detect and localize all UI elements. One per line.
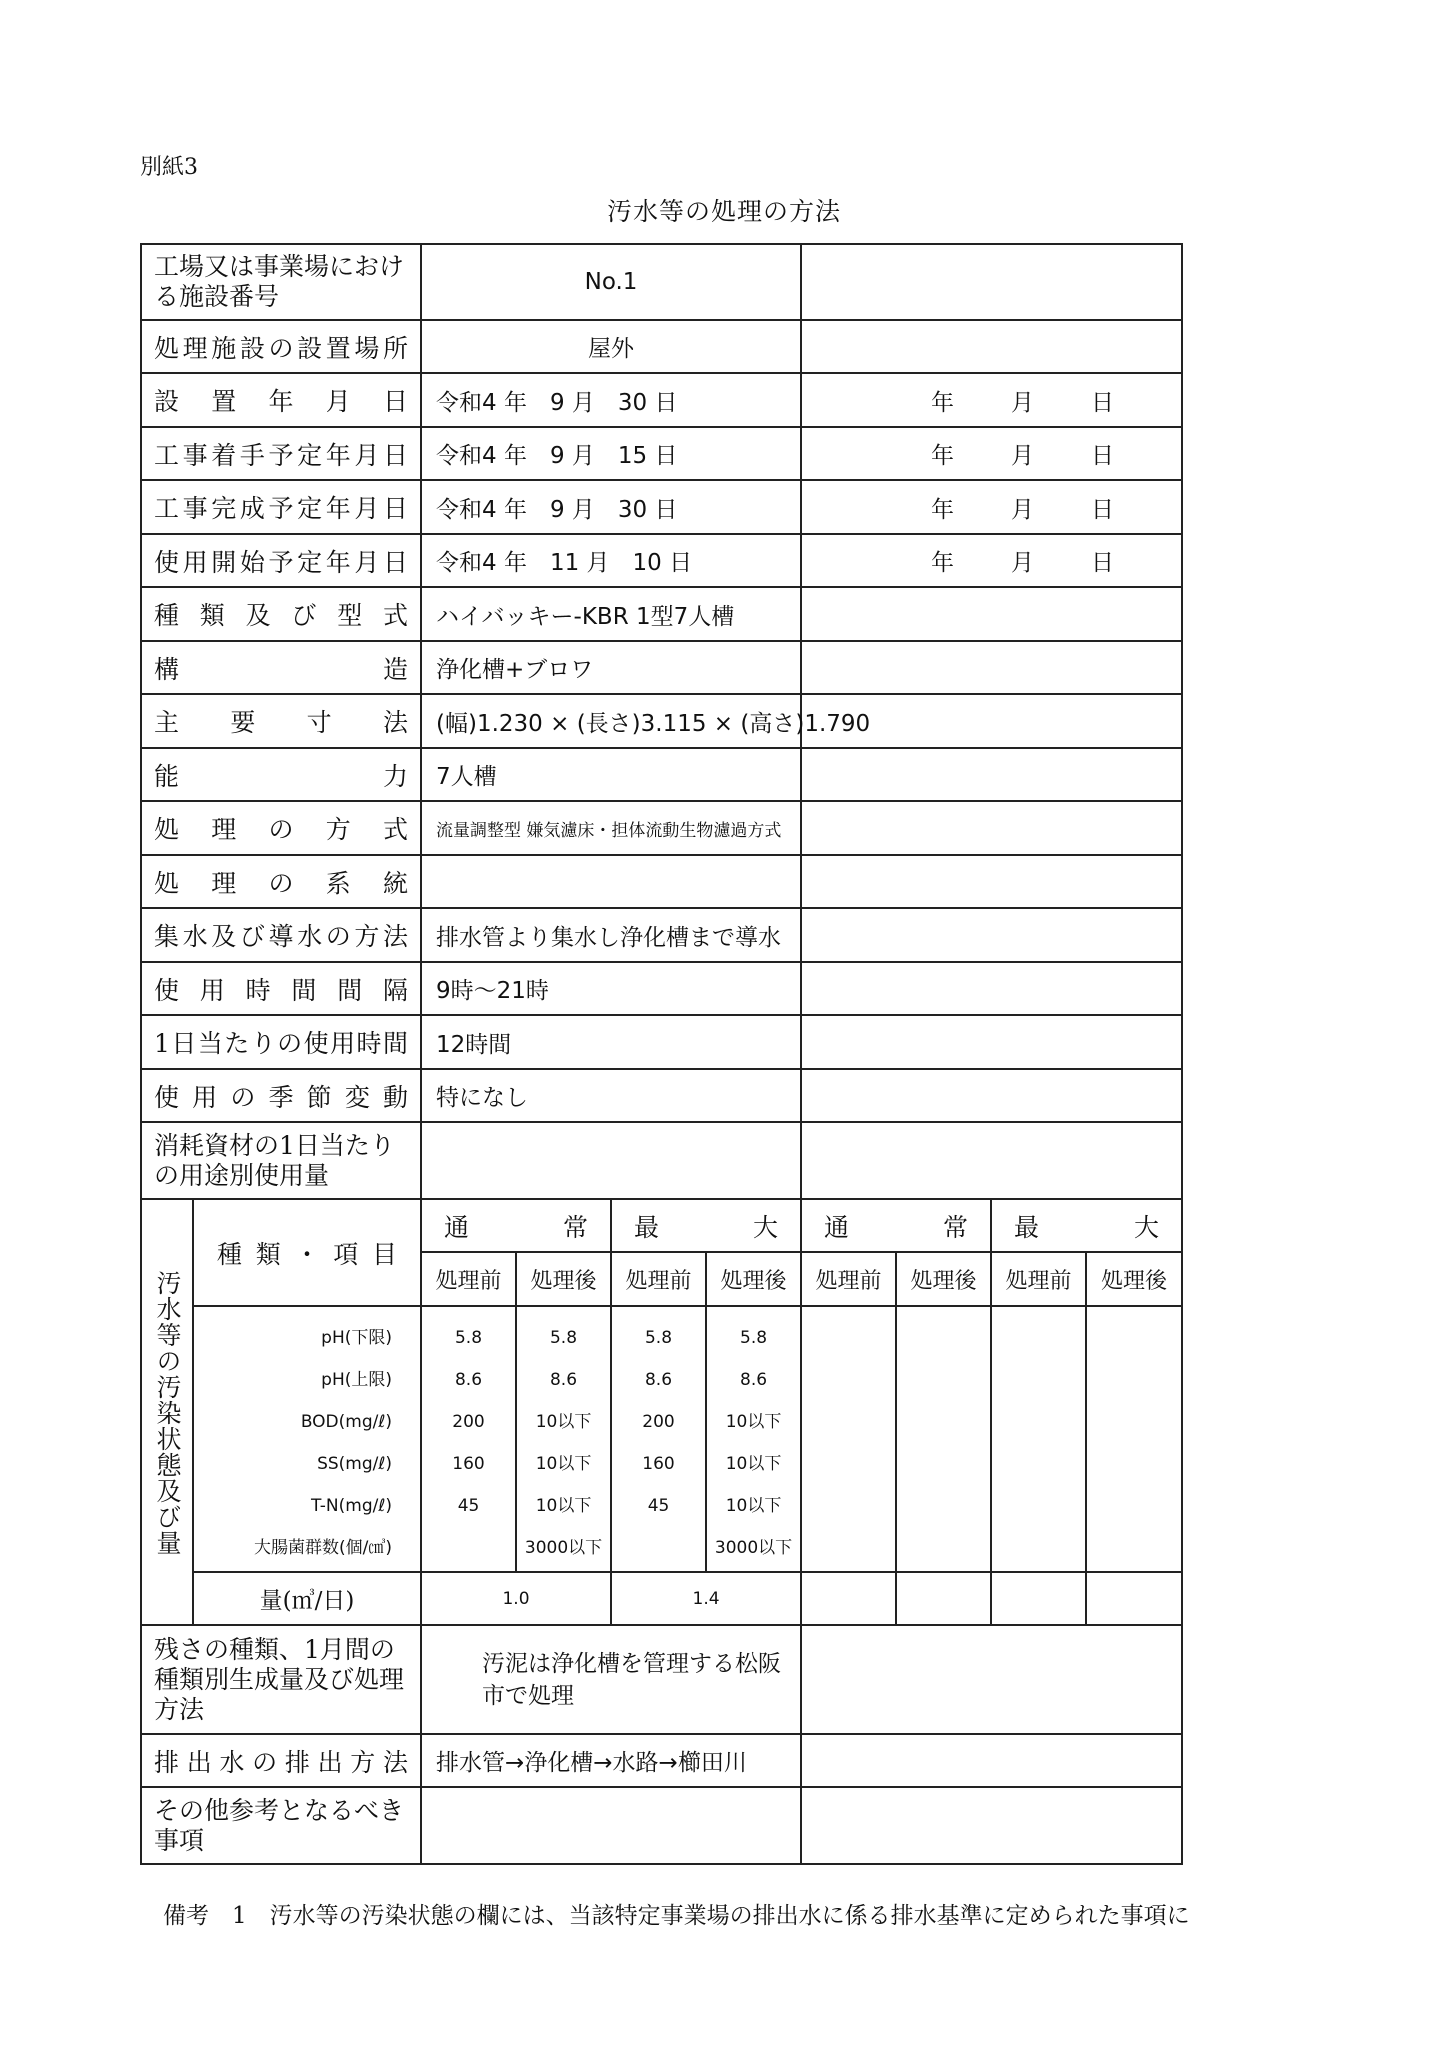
after-header: 処理後	[896, 1252, 991, 1306]
daily-hours-value: 12時間	[421, 1015, 801, 1069]
year-mark: 年	[931, 443, 955, 469]
type-blank	[801, 587, 1182, 641]
facility-no-blank	[801, 244, 1182, 320]
consumables-blank	[801, 1122, 1182, 1199]
pollution-values-row	[141, 1306, 1182, 1572]
type-label: 種類及び型式	[141, 587, 421, 641]
cell: 45	[457, 1496, 480, 1516]
max-label: 最大	[634, 1212, 779, 1242]
before-header: 処理前	[991, 1252, 1086, 1306]
daily-hours-blank	[801, 1015, 1182, 1069]
year-mark: 年	[931, 389, 955, 416]
cell: 10以下	[535, 1412, 592, 1432]
cell: 160	[642, 1454, 675, 1474]
structure-label: 構造	[141, 641, 421, 694]
max-before-column	[611, 1306, 706, 1572]
normal-header	[421, 1199, 611, 1252]
seasonal-blank	[801, 1069, 1182, 1122]
install-date-blank	[801, 373, 1182, 427]
quantity-label: 量(㎥/日)	[193, 1572, 421, 1625]
max-header	[611, 1199, 801, 1252]
install-date-value: 令和4 年 9 月 30 日	[421, 373, 801, 427]
other-blank	[801, 1787, 1182, 1864]
residue-value: 汚泥は浄化槽を管理する松阪市で処理	[421, 1625, 801, 1734]
construction-end-blank	[801, 480, 1182, 534]
cell: 200	[452, 1412, 485, 1432]
cell: 5.8	[644, 1328, 673, 1348]
row-type	[141, 587, 1182, 641]
normal-before-column	[421, 1306, 516, 1572]
other-label: その他参考となるべき事項	[141, 1787, 421, 1864]
facility-no-label: 工場又は事業場における施設番号	[141, 244, 421, 320]
quantity-max-value: 1.4	[611, 1572, 801, 1625]
cell: 160	[452, 1454, 485, 1474]
dimensions-value: (幅)1.230 × (長さ)3.115 × (高さ)1.790	[421, 694, 801, 748]
month-mark: 月	[1011, 496, 1035, 523]
row-method	[141, 801, 1182, 855]
blank-cell	[801, 1306, 896, 1572]
cell: 5.8	[454, 1328, 483, 1348]
month-mark: 月	[1011, 443, 1035, 469]
construction-start-blank	[801, 427, 1182, 480]
max-header-2	[991, 1199, 1182, 1252]
normal-after-column	[516, 1306, 611, 1572]
seasonal-label: 使用の季節変動	[141, 1069, 421, 1122]
cell	[422, 1527, 515, 1569]
max-after-column	[706, 1306, 801, 1572]
month-mark: 月	[1011, 389, 1035, 416]
method-value: 流量調整型 嫌気濾床・担体流動生物濾過方式	[421, 801, 801, 855]
cell: 3000以下	[524, 1538, 603, 1558]
before-header: 処理前	[611, 1252, 706, 1306]
method-blank	[801, 801, 1182, 855]
after-header: 処理後	[706, 1252, 801, 1306]
item-bod: BOD(mg/ℓ)	[300, 1412, 393, 1432]
consumables-label: 消耗資材の1日当たりの用途別使用量	[141, 1122, 421, 1199]
row-consumables	[141, 1122, 1182, 1199]
row-interval	[141, 962, 1182, 1015]
treatment-method-form	[140, 243, 1183, 1865]
daily-hours-label: 1日当たりの使用時間	[141, 1015, 421, 1069]
kind-item-header	[193, 1199, 421, 1306]
construction-start-value: 令和4 年 9 月 15 日	[421, 427, 801, 480]
dimensions-label: 主要寸法	[141, 694, 421, 748]
interval-value: 9時〜21時	[421, 962, 801, 1015]
row-construction-end	[141, 480, 1182, 534]
collection-blank	[801, 908, 1182, 962]
consumables-value	[421, 1122, 801, 1199]
install-date-label: 設置年月日	[141, 373, 421, 427]
structure-value: 浄化槽+ブロワ	[421, 641, 801, 694]
system-value	[421, 855, 801, 908]
discharge-value: 排水管→浄化槽→水路→櫛田川	[421, 1734, 801, 1787]
residue-blank	[801, 1625, 1182, 1734]
row-collection	[141, 908, 1182, 962]
row-other	[141, 1787, 1182, 1864]
blank-cell	[801, 1572, 896, 1625]
use-start-blank	[801, 534, 1182, 587]
interval-blank	[801, 962, 1182, 1015]
remarks-note: 備考 1 汚水等の汚染状態の欄には、当該特定事業場の排出水に係る排水基準に定められた事項に	[163, 1903, 1190, 1929]
cell: 8.6	[549, 1370, 578, 1390]
collection-value: 排水管より集水し浄化槽まで導水	[421, 908, 801, 962]
cell: 8.6	[644, 1370, 673, 1390]
capacity-label: 能力	[141, 748, 421, 801]
location-value: 屋外	[421, 320, 801, 373]
capacity-blank	[801, 748, 1182, 801]
row-system	[141, 855, 1182, 908]
construction-end-label: 工事完成予定年月日	[141, 480, 421, 534]
day-mark: 日	[1091, 496, 1115, 523]
before-header: 処理前	[801, 1252, 896, 1306]
normal-label: 通常	[444, 1212, 589, 1242]
year-mark: 年	[931, 496, 955, 523]
item-ss: SS(mg/ℓ)	[317, 1454, 393, 1474]
row-construction-start	[141, 427, 1182, 480]
cell: 10以下	[535, 1454, 592, 1474]
day-mark: 日	[1091, 443, 1115, 469]
blank-cell	[991, 1306, 1086, 1572]
seasonal-value: 特になし	[421, 1069, 801, 1122]
row-install-date	[141, 373, 1182, 427]
cell: 10以下	[725, 1496, 782, 1516]
max-label: 最大	[1014, 1212, 1160, 1242]
blank-cell	[896, 1306, 991, 1572]
pollution-items	[193, 1306, 421, 1572]
blank-cell	[991, 1572, 1086, 1625]
item-ph-lower: pH(下限)	[321, 1328, 393, 1348]
cell: 10以下	[725, 1454, 782, 1474]
other-value	[421, 1787, 801, 1864]
blank-cell	[1086, 1306, 1182, 1572]
quantity-normal-value: 1.0	[421, 1572, 611, 1625]
discharge-blank	[801, 1734, 1182, 1787]
location-label: 処理施設の設置場所	[141, 320, 421, 373]
use-start-label: 使用開始予定年月日	[141, 534, 421, 587]
method-label: 処理の方式	[141, 801, 421, 855]
system-blank	[801, 855, 1182, 908]
discharge-label: 排出水の排出方法	[141, 1734, 421, 1787]
cell: 8.6	[740, 1370, 768, 1390]
document-title: 汚水等の処理の方法	[606, 197, 841, 226]
before-header: 処理前	[421, 1252, 516, 1306]
cell: 10以下	[725, 1412, 782, 1432]
row-seasonal	[141, 1069, 1182, 1122]
row-facility-no	[141, 244, 1182, 320]
structure-blank	[801, 641, 1182, 694]
row-daily-hours	[141, 1015, 1182, 1069]
row-dimensions	[141, 694, 1182, 748]
item-tn: T-N(mg/ℓ)	[310, 1496, 393, 1516]
blank-cell	[1086, 1572, 1182, 1625]
attachment-label: 別紙3	[140, 155, 198, 180]
facility-no-value: No.1	[421, 244, 801, 320]
after-header: 処理後	[516, 1252, 611, 1306]
row-discharge	[141, 1734, 1182, 1787]
collection-label: 集水及び導水の方法	[141, 908, 421, 962]
cell: 5.8	[549, 1328, 578, 1348]
row-use-start	[141, 534, 1182, 587]
system-label: 処理の系統	[141, 855, 421, 908]
type-value: ハイバッキー-KBR 1型7人槽	[421, 587, 801, 641]
cell: 3000以下	[714, 1538, 793, 1558]
after-header: 処理後	[1086, 1252, 1182, 1306]
cell: 10以下	[535, 1496, 592, 1516]
pollution-side-label-cell	[141, 1199, 193, 1625]
cell: 8.6	[454, 1370, 483, 1390]
construction-start-label: 工事着手予定年月日	[141, 427, 421, 480]
item-ph-upper: pH(上限)	[321, 1370, 393, 1390]
cell: 200	[642, 1412, 675, 1432]
cell: 45	[647, 1496, 670, 1516]
normal-label: 通常	[824, 1212, 969, 1242]
blank-cell	[896, 1572, 991, 1625]
normal-header-2	[801, 1199, 991, 1252]
item-coliform: 大腸菌群数(個/㎤)	[254, 1538, 393, 1558]
cell	[612, 1527, 705, 1569]
capacity-value: 7人槽	[421, 748, 801, 801]
use-start-value: 令和4 年 11 月 10 日	[421, 534, 801, 587]
quantity-row	[141, 1572, 1182, 1625]
year-mark: 年	[931, 550, 955, 576]
pollution-header-row	[141, 1199, 1182, 1252]
row-residue	[141, 1625, 1182, 1734]
kind-item-label: 種類・項目	[217, 1239, 397, 1269]
day-mark: 日	[1091, 389, 1115, 416]
row-location	[141, 320, 1182, 373]
row-capacity	[141, 748, 1182, 801]
location-blank	[801, 320, 1182, 373]
pollution-side-label: 汚水等の汚染状態及び量	[153, 1270, 182, 1556]
construction-end-value: 令和4 年 9 月 30 日	[421, 480, 801, 534]
interval-label: 使用時間間隔	[141, 962, 421, 1015]
row-structure	[141, 641, 1182, 694]
residue-label: 残さの種類、1月間の種類別生成量及び処理方法	[141, 1625, 421, 1734]
cell: 5.8	[740, 1328, 768, 1348]
day-mark: 日	[1091, 550, 1115, 576]
month-mark: 月	[1011, 550, 1035, 576]
